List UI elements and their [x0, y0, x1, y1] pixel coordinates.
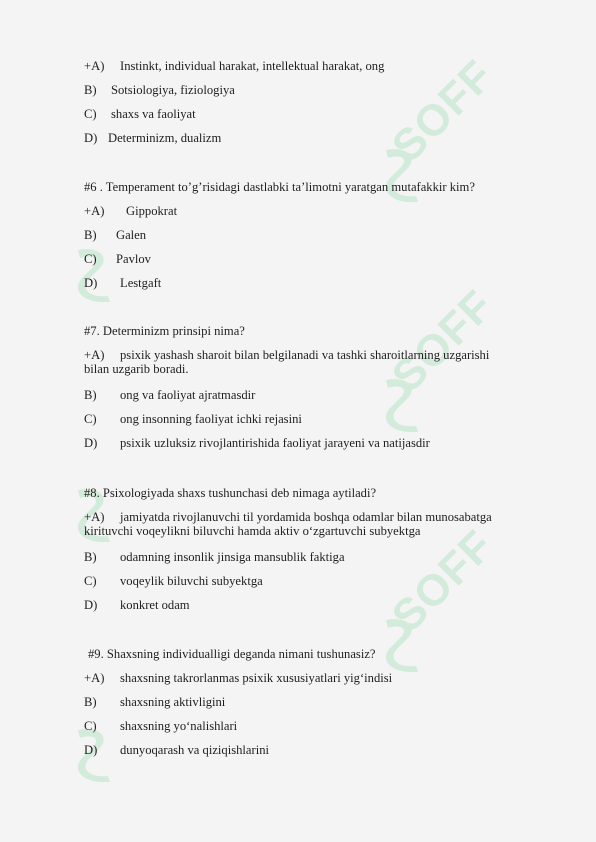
answer-option — [84, 412, 554, 426]
option-text: ong va faoliyat ajratmasdir — [120, 388, 256, 402]
option-prefix: B) — [84, 388, 97, 402]
option-text: voqeylik biluvchi subyektga — [120, 574, 263, 588]
option-prefix: D) — [84, 276, 98, 290]
option-text: konkret odam — [120, 598, 190, 612]
option-prefix: +A) — [84, 204, 105, 218]
answer-option — [84, 436, 554, 450]
option-text: Lestgaft — [120, 276, 162, 290]
option-prefix: C) — [84, 107, 97, 121]
option-prefix: B) — [84, 228, 97, 242]
option-prefix: D) — [84, 131, 98, 145]
answer-option — [84, 695, 554, 709]
answer-option — [84, 550, 554, 564]
answer-option — [84, 276, 554, 290]
answer-option — [84, 510, 554, 524]
option-text: Instinkt, individual harakat, intellektual harakat, ong — [120, 59, 385, 73]
option-text: ong insonning faoliyat ichki rejasini — [120, 412, 302, 426]
answer-option — [84, 671, 554, 685]
option-prefix: B) — [84, 550, 97, 564]
option-text: shaxs va faoliyat — [111, 107, 196, 121]
option-text: Sotsiologiya, fiziologiya — [111, 83, 235, 97]
answer-option — [84, 719, 554, 733]
option-text: jamiyatda rivojlanuvchi til yordamida boshqa odamlar bilan munosabatga — [120, 510, 492, 524]
option-prefix: D) — [84, 598, 98, 612]
option-text: psixik yashash sharoit bilan belgilanadi va tashki sharoitlarning uzgarishi — [120, 348, 490, 362]
watermark-text: SOFF — [382, 280, 504, 402]
option-prefix: C) — [84, 412, 97, 426]
option-prefix: +A) — [84, 510, 105, 524]
question-8: #8. Psixologiyada shaxs tushunchasi deb nimaga aytiladi? — [84, 486, 377, 500]
option-text: Galen — [116, 228, 147, 242]
option-prefix: B) — [84, 695, 97, 709]
option-prefix: C) — [84, 719, 97, 733]
answer-option — [84, 131, 554, 145]
option-text: shaxsning yo‘nalishlari — [120, 719, 238, 733]
answer-option — [84, 83, 554, 97]
answer-option — [84, 59, 554, 73]
answer-option — [84, 252, 554, 266]
question-7: #7. Determinizm prinsipi nima? — [84, 324, 245, 338]
answer-option — [84, 388, 554, 402]
option-text: shaxsning aktivligini — [120, 695, 226, 709]
option-text: Pavlov — [116, 252, 151, 266]
option-prefix: D) — [84, 743, 98, 757]
option-text: dunyoqarash va qiziqishlarini — [120, 743, 269, 757]
watermark-logo-icon — [378, 616, 424, 672]
answer-option-continued: kirituvchi voqeylikni biluvchi hamda aktiv o‘zgartuvchi subyektga — [84, 524, 421, 538]
answer-option — [84, 743, 554, 757]
watermark-text: SOFF — [382, 50, 504, 172]
option-text: odamning insonlik jinsiga mansublik faktiga — [120, 550, 345, 564]
watermark-text: SOFF — [382, 520, 504, 642]
option-text: shaxsning takrorlanmas psixik xususiyatlari yig‘indisi — [120, 671, 393, 685]
question-9: #9. Shaxsning individualligi deganda nimani tushunasiz? — [88, 647, 376, 661]
answer-option — [84, 228, 554, 242]
option-prefix: +A) — [84, 59, 105, 73]
option-prefix: +A) — [84, 671, 105, 685]
option-prefix: C) — [84, 574, 97, 588]
option-text: psixik uzluksiz rivojlantirishida faoliyat jarayeni va natijasdir — [120, 436, 430, 450]
option-prefix: +A) — [84, 348, 105, 362]
answer-option — [84, 107, 554, 121]
answer-option — [84, 348, 554, 362]
option-prefix: C) — [84, 252, 97, 266]
answer-option — [84, 574, 554, 588]
answer-option — [84, 598, 554, 612]
answer-option — [84, 204, 554, 218]
option-text: Gippokrat — [126, 204, 178, 218]
option-prefix: D) — [84, 436, 98, 450]
option-prefix: B) — [84, 83, 97, 97]
question-6: #6 . Temperament to’g’risidagi dastlabki ta’limotni yaratgan mutafakkir kim? — [84, 180, 475, 194]
option-text: Determinizm, dualizm — [108, 131, 222, 145]
answer-option-continued: bilan uzgarib boradi. — [84, 362, 189, 376]
